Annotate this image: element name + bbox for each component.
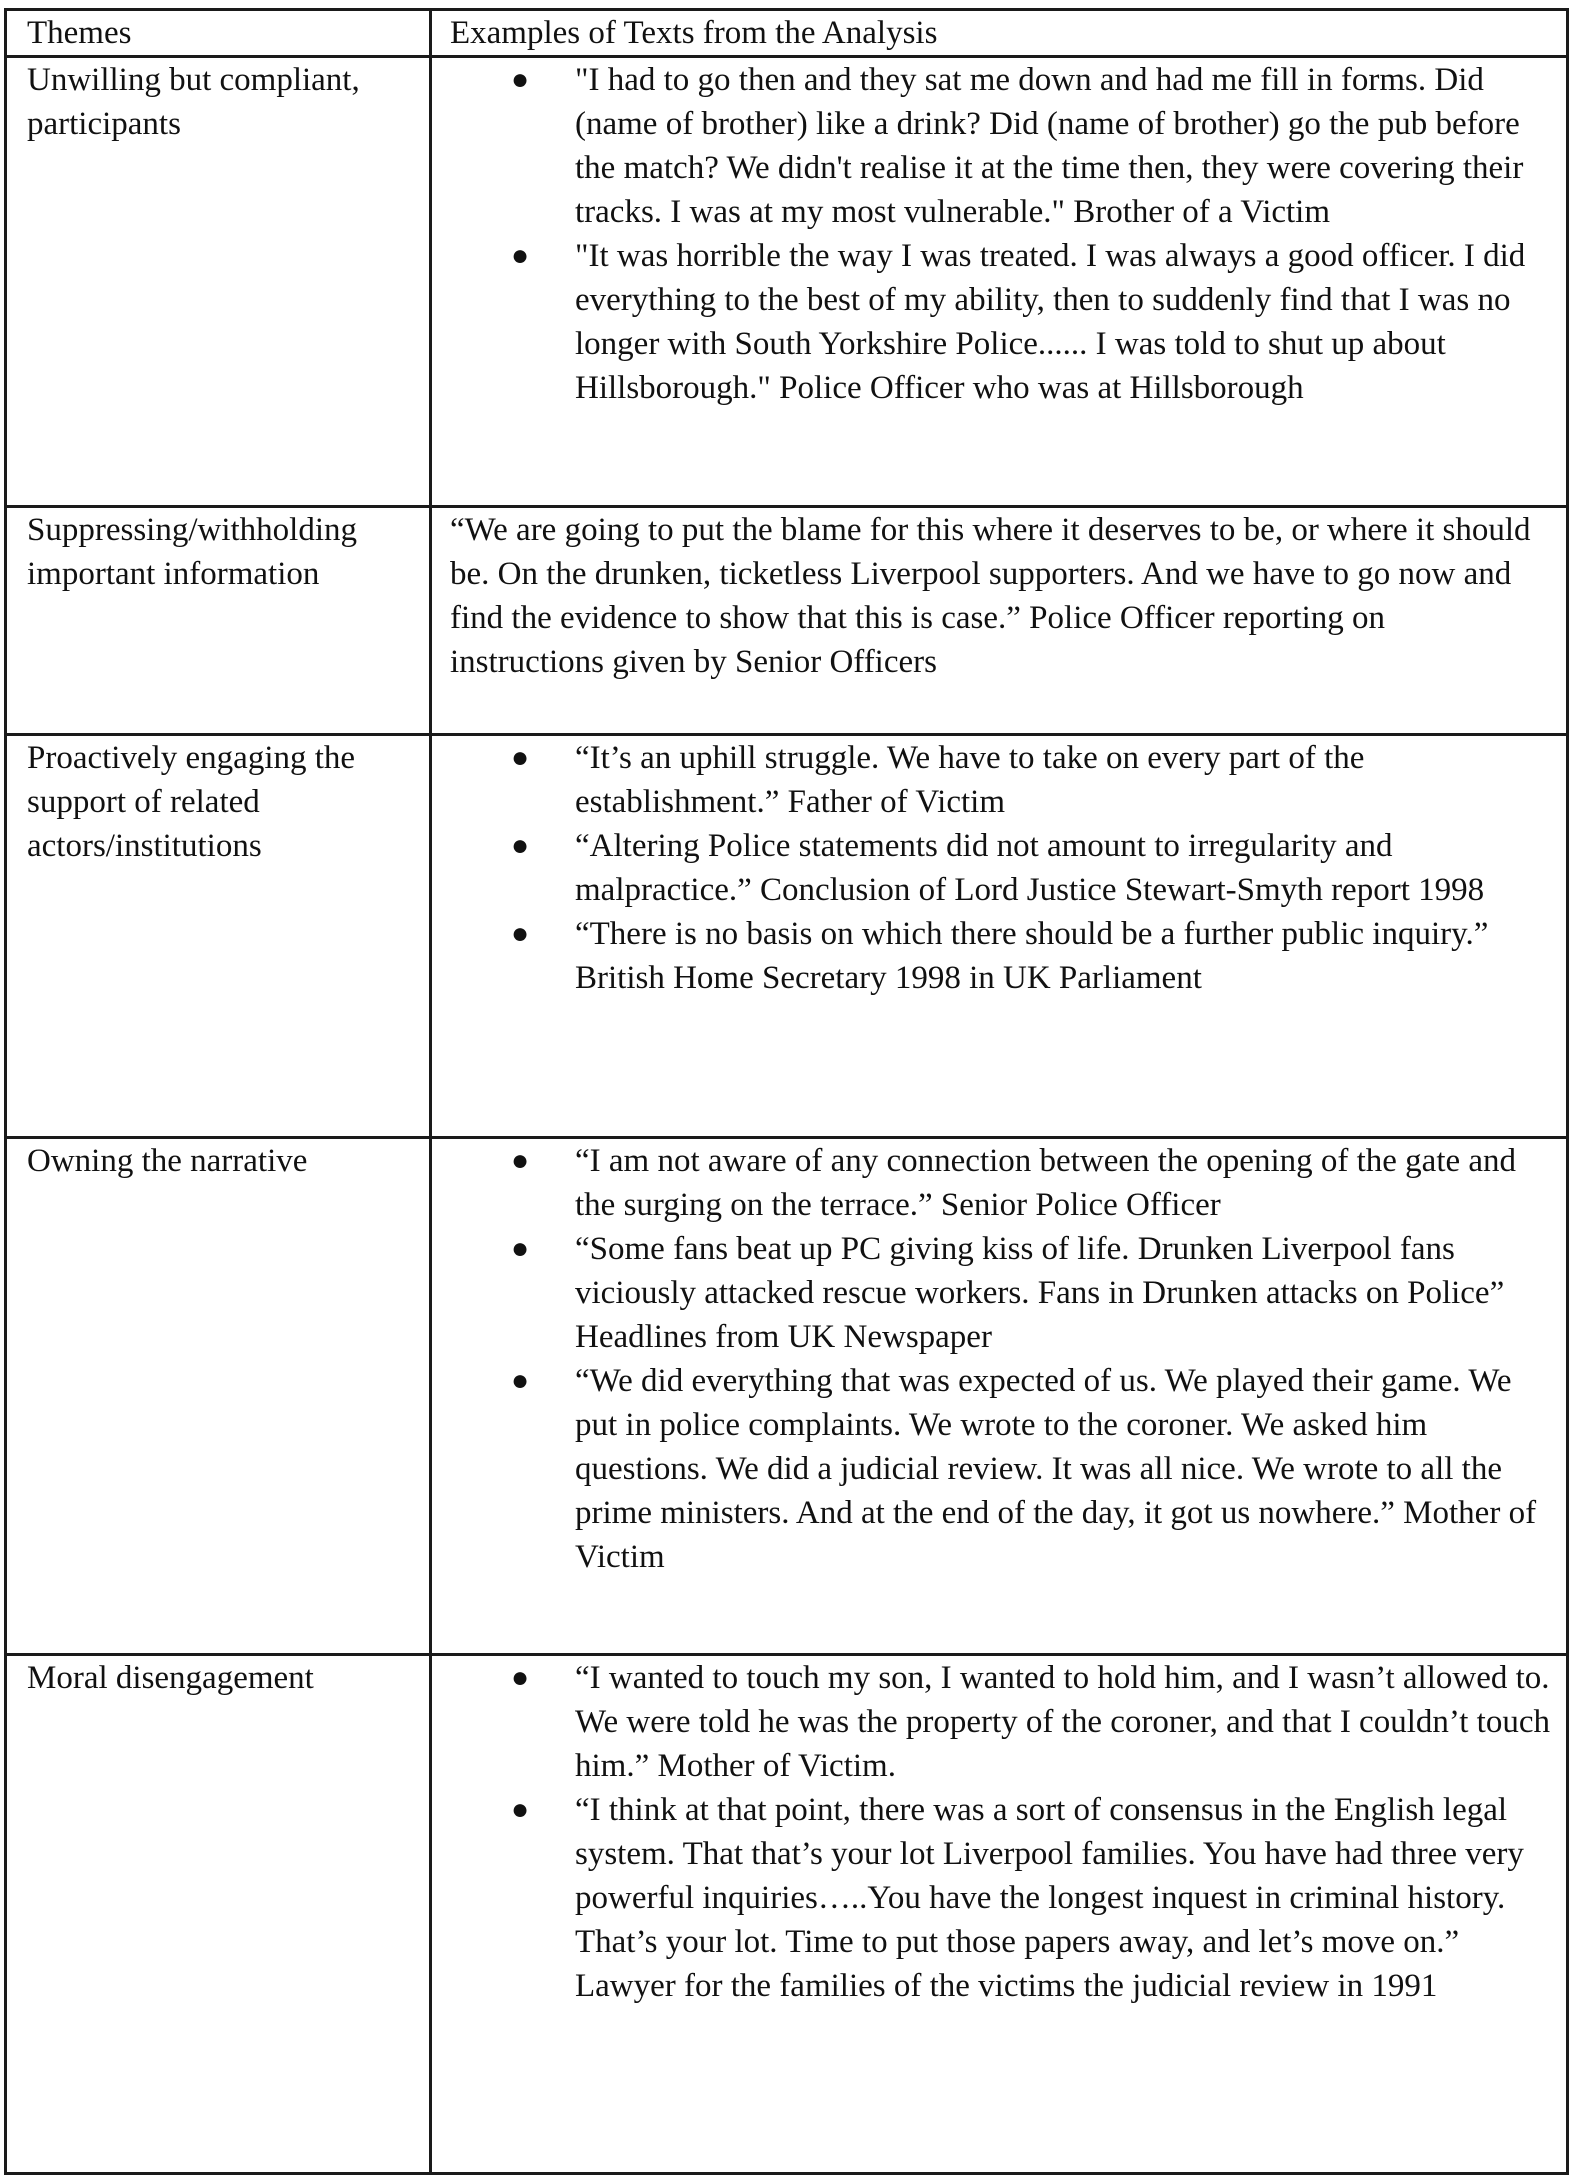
table-row [6, 1138, 1568, 1655]
examples-cell [431, 1138, 1568, 1655]
examples-cell [431, 1655, 1568, 2174]
bullet-icon: ● [511, 239, 530, 272]
example-list [432, 58, 1566, 410]
theme-label: Owning the narrative [27, 1143, 308, 1179]
bullet-icon: ● [511, 1661, 530, 1694]
theme-label: Suppressing/withholding important information [27, 512, 358, 592]
table-row [6, 1655, 1568, 2174]
theme-cell [6, 1138, 431, 1655]
bullet-icon: ● [511, 829, 530, 862]
table-row [6, 735, 1568, 1138]
example-quote: “There is no basis on which there should be a further public inquiry.” British Home Secretary 1998 in UK Parliament [575, 916, 1489, 996]
example-quote: “Some fans beat up PC giving kiss of life. Drunken Liverpool fans viciously attacked rescue workers. Fans in Drunken attacks on Police” Headlines from UK Newspaper [575, 1231, 1505, 1355]
table-row [6, 507, 1568, 735]
theme-label: Proactively engaging the support of related actors/institutions [27, 740, 356, 864]
theme-label: Unwilling but compliant, participants [27, 62, 360, 142]
list-item [432, 58, 1566, 234]
theme-label: Moral disengagement [27, 1660, 314, 1696]
examples-cell [431, 735, 1568, 1138]
theme-cell [6, 1655, 431, 2174]
list-item [432, 1788, 1566, 2008]
themes-table [4, 8, 1569, 2175]
example-quote: “We are going to put the blame for this where it deserves to be, or where it should be. On the drunken, ticketless Liverpool supporters. And we have to go now and find the evidence to show that this is case.” Police Officer reporting on instructions given by Senior Officers [450, 512, 1531, 680]
theme-cell [6, 507, 431, 735]
header-themes: Themes [27, 15, 132, 51]
examples-cell [431, 507, 1568, 735]
list-item [432, 824, 1566, 912]
bullet-icon: ● [511, 63, 530, 96]
examples-cell [431, 57, 1568, 507]
example-list [432, 1656, 1566, 2008]
theme-cell [6, 57, 431, 507]
header-themes-cell [6, 10, 431, 57]
example-list [432, 1139, 1566, 1579]
header-examples-cell [431, 10, 1568, 57]
theme-cell [6, 735, 431, 1138]
list-item [432, 1139, 1566, 1227]
table-header-row [6, 10, 1568, 57]
bullet-icon: ● [511, 741, 530, 774]
example-quote: "It was horrible the way I was treated. I was always a good officer. I did everything to the best of my ability, then to suddenly find that I was no longer with South Yorkshire Police...... I was told to shut up about Hillsborough." Police Officer who was at Hillsborough [575, 238, 1526, 406]
list-item [432, 1359, 1566, 1579]
example-list [432, 736, 1566, 1000]
bullet-icon: ● [511, 1144, 530, 1177]
list-item [432, 1656, 1566, 1788]
example-quote: “We did everything that was expected of us. We played their game. We put in police complaints. We wrote to the coroner. We asked him questions. We did a judicial review. It was all nice. We wrote to all the prime ministers. And at the end of the day, it got us nowhere.” Mother of Victim [575, 1363, 1537, 1575]
bullet-icon: ● [511, 1364, 530, 1397]
bullet-icon: ● [511, 1232, 530, 1265]
list-item [432, 234, 1566, 410]
example-quote: “Altering Police statements did not amount to irregularity and malpractice.” Conclusion of Lord Justice Stewart-Smyth report 1998 [575, 828, 1485, 908]
bullet-icon: ● [511, 917, 530, 950]
table-row [6, 57, 1568, 507]
list-item [432, 1227, 1566, 1359]
example-quote: “I think at that point, there was a sort of consensus in the English legal system. That that’s your lot Liverpool families. You have had three very powerful inquiries…..You have the longest inquest in criminal history. That’s your lot. Time to put those papers away, and let’s move on.” Lawyer for the families of the victims the judicial review in 1991 [575, 1792, 1524, 2004]
list-item [432, 912, 1566, 1000]
bullet-icon: ● [511, 1793, 530, 1826]
header-examples: Examples of Texts from the Analysis [450, 15, 938, 51]
list-item [432, 736, 1566, 824]
example-quote: “I wanted to touch my son, I wanted to hold him, and I wasn’t allowed to. We were told he was the property of the coroner, and that I couldn’t touch him.” Mother of Victim. [575, 1660, 1550, 1784]
example-quote: “I am not aware of any connection between the opening of the gate and the surging on the terrace.” Senior Police Officer [575, 1143, 1517, 1223]
example-quote: "I had to go then and they sat me down and had me fill in forms. Did (name of brother) like a drink? Did (name of brother) go the pub before the match? We didn't realise it at the time then, they were covering their tracks. I was at my most vulnerable." Brother of a Victim [575, 62, 1524, 230]
example-quote: “It’s an uphill struggle. We have to take on every part of the establishment.” Father of Victim [575, 740, 1365, 820]
